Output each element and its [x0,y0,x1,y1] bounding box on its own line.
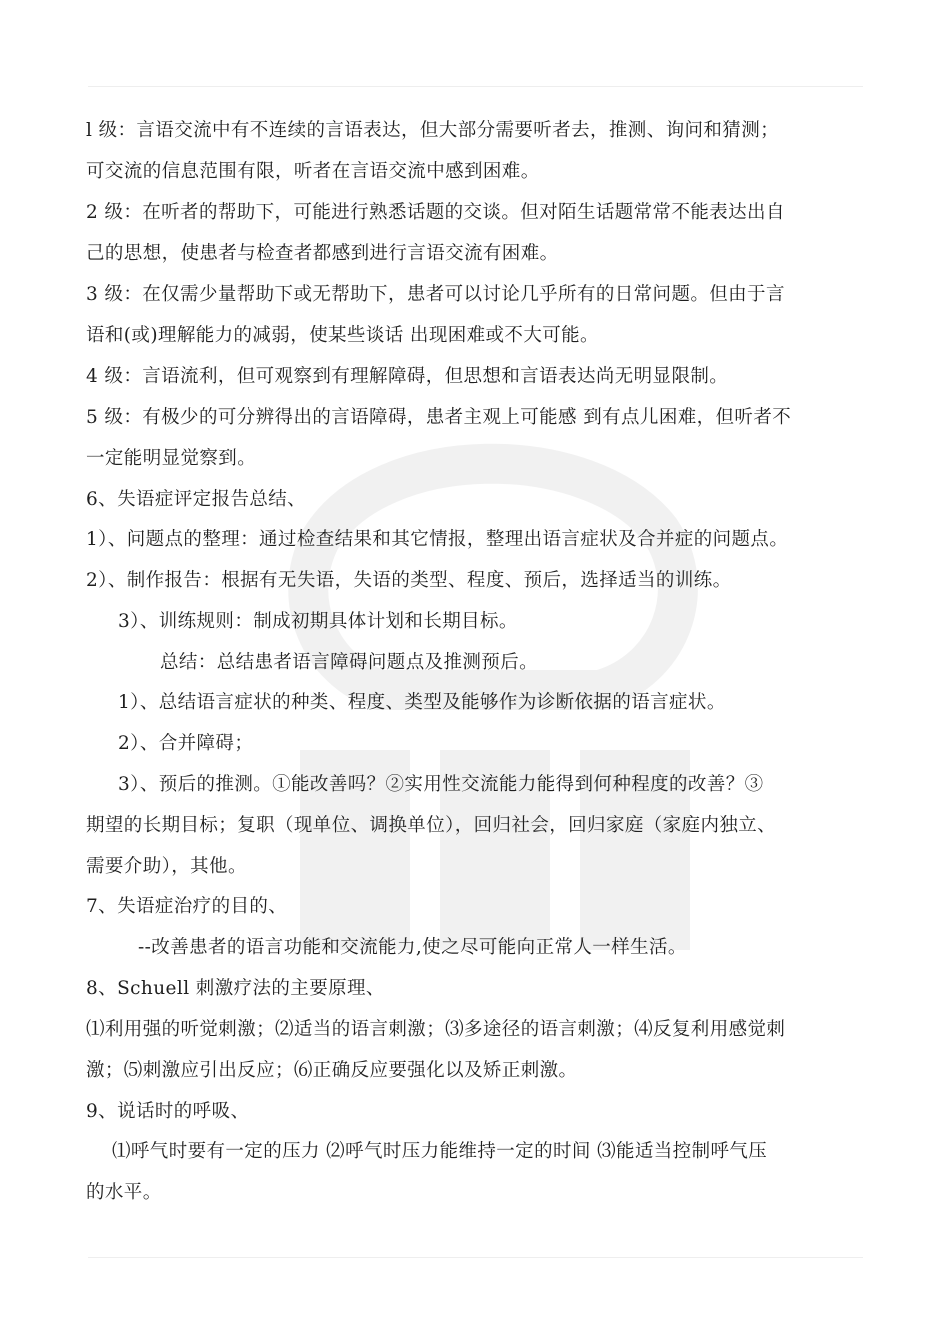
text-line: 3）、预后的推测。①能改善吗？②实用性交流能力能得到何种程度的改善？③ [118,774,764,795]
section-heading: 7、失语症治疗的目的、 [86,896,288,917]
text-line: 1）、问题点的整理：通过检查结果和其它情报，整理出语言症状及合并症的问题点。 [86,529,789,550]
text-line: 3 级：在仅需少量帮助下或无帮助下，患者可以讨论几乎所有的日常问题。但由于言 [86,284,785,305]
text-line: 需要介助），其他。 [86,856,247,877]
text-line: 可交流的信息范围有限，听者在言语交流中感到困难。 [86,161,540,182]
text-line: 5 级：有极少的可分辨得出的言语障碍，患者主观上可能感 到有点儿困难，但听者不 [86,407,792,428]
text-line: 己的思想，使患者与检查者都感到进行言语交流有困难。 [86,243,559,264]
text-line: 1）、总结语言症状的种类、程度、类型及能够作为诊断依据的语言症状。 [118,692,726,713]
text-line: l 级：言语交流中有不连续的言语表达，但大部分需要听者去，推测、询问和猜测； [86,120,780,141]
text-line: 2）、制作报告：根据有无失语，失语的类型、程度、预后，选择适当的训练。 [86,570,732,591]
text-line: 2）、合并障碍； [118,733,254,754]
text-line: 总结：总结患者语言障碍问题点及推测预后。 [160,652,539,673]
section-heading: 9、说话时的呼吸、 [86,1101,250,1122]
text-line: --改善患者的语言功能和交流能力,使之尽可能向正常人一样生活。 [138,937,687,958]
header-rule [88,86,863,87]
text-line: 2 级：在听者的帮助下，可能进行熟悉话题的交谈。但对陌生话题常常不能表达出自 [86,202,785,223]
text-line: 3）、训练规则：制成初期具体计划和长期目标。 [118,611,518,632]
text-line: 语和(或)理解能力的减弱，使某些谈话 出现困难或不大可能。 [86,325,599,346]
text-line: 期望的长期目标；复职（现单位、调换单位），回归社会，回归家庭（家庭内独立、 [86,815,777,836]
text-line: ⑴呼气时要有一定的压力 ⑵呼气时压力能维持一定的时间 ⑶能适当控制呼气压 [112,1141,768,1162]
section-heading: 8、Schuell 刺激疗法的主要原理、 [86,978,385,999]
text-line: ⑴利用强的听觉刺激；⑵适当的语言刺激；⑶多途径的语言刺激；⑷反复利用感觉刺 [86,1019,786,1040]
text-line: 的水平。 [86,1182,162,1203]
text-line: 一定能明显觉察到。 [86,448,257,469]
text-line: 激；⑸刺激应引出反应；⑹正确反应要强化以及矫正刺激。 [86,1060,578,1081]
footer-rule [88,1257,863,1258]
text-line: 4 级：言语流利，但可观察到有理解障碍，但思想和言语表达尚无明显限制。 [86,366,729,387]
section-heading: 6、失语症评定报告总结、 [86,489,307,510]
